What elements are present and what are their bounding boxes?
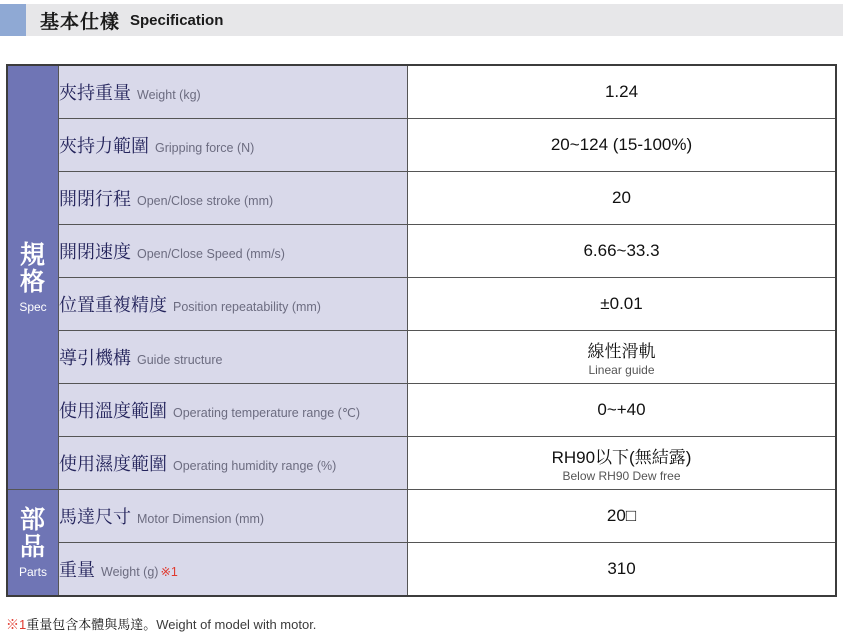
table-row (7, 225, 836, 278)
page-title-cn: 基本仕樣 (40, 11, 121, 33)
row-label-en: Open/Close stroke (mm) (137, 194, 274, 208)
row-label-cell (59, 543, 408, 597)
table-row (7, 65, 836, 119)
table-row (7, 543, 836, 597)
row-label-cell (59, 384, 408, 437)
row-label-cell (59, 437, 408, 490)
row-value-cell (408, 172, 837, 225)
row-label-cell (59, 172, 408, 225)
row-label-cell (59, 278, 408, 331)
section-header (0, 4, 843, 36)
row-value: 1.24 (604, 82, 639, 101)
row-label-cn: 位置重複精度 (59, 295, 167, 315)
row-label-en: Gripping force (N) (155, 141, 255, 155)
footnote-text-en: Weight of model with motor. (156, 617, 317, 632)
row-label-cn: 開閉行程 (59, 189, 131, 209)
group-label-cn: 規格 (19, 240, 46, 296)
group-cell-spec (7, 65, 59, 490)
row-label-en: Operating humidity range (%) (173, 459, 337, 473)
table-row (7, 119, 836, 172)
row-label-note: ※1 (160, 565, 178, 579)
row-value-cell (408, 225, 837, 278)
row-value: 6.66~33.3 (583, 241, 660, 260)
footnote-text-cn: 重量包含本體與馬達。 (26, 617, 157, 632)
row-value-cell (408, 119, 837, 172)
header-bar (26, 4, 843, 36)
row-value-cell (408, 278, 837, 331)
row-label-en: Open/Close Speed (mm/s) (137, 247, 285, 261)
row-label-cn: 夾持重量 (59, 83, 131, 103)
row-value-cell (408, 543, 837, 597)
row-label-cn: 使用溫度範圍 (59, 401, 167, 421)
row-value-cell (408, 65, 837, 119)
row-value-cell (408, 384, 837, 437)
row-value: 310 (607, 559, 636, 578)
row-value-cell (408, 331, 837, 384)
row-value: RH90以下(無結露) (551, 448, 692, 467)
header-accent-block (0, 4, 26, 36)
row-label-en: Position repeatability (mm) (173, 300, 321, 314)
row-value: 20~124 (15-100%) (550, 135, 693, 154)
row-label-en: Weight (kg) (137, 88, 201, 102)
row-value: 0~+40 (597, 400, 646, 419)
row-label-cn: 重量 (59, 560, 95, 580)
table-row (7, 331, 836, 384)
row-label-en: Motor Dimension (mm) (137, 512, 265, 526)
row-label-en: Guide structure (137, 353, 223, 367)
group-label-en: Parts (18, 564, 47, 579)
row-value: 20 (612, 188, 631, 207)
row-label-cn: 導引機構 (59, 348, 131, 368)
row-label-cell (59, 225, 408, 278)
row-value-sub: Below RH90 Dew free (562, 469, 681, 483)
table-row (7, 437, 836, 490)
row-value: ±0.01 (600, 294, 643, 313)
group-cell-parts (7, 490, 59, 597)
table-row (7, 278, 836, 331)
row-value: 20□ (606, 506, 637, 525)
group-label-cn: 部品 (19, 505, 46, 561)
row-label-cell (59, 119, 408, 172)
row-label-cn: 馬達尺寸 (59, 507, 131, 527)
specification-table (6, 64, 837, 597)
row-value-sub: Linear guide (588, 363, 655, 377)
footnote-mark: ※1 (6, 617, 27, 632)
table-row (7, 490, 836, 543)
row-label-cell (59, 490, 408, 543)
row-label-en: Operating temperature range (℃) (173, 406, 361, 420)
specification-table-wrapper (6, 64, 837, 597)
footnote (6, 614, 316, 633)
row-value-cell (408, 437, 837, 490)
table-row (7, 172, 836, 225)
group-label-en: Spec (19, 299, 47, 314)
row-value: 線性滑軌 (587, 342, 656, 361)
row-value-cell (408, 490, 837, 543)
table-row (7, 384, 836, 437)
row-label-cn: 使用濕度範圍 (59, 454, 167, 474)
row-label-cn: 開閉速度 (59, 242, 131, 262)
row-label-cn: 夾持力範圍 (59, 136, 149, 156)
row-label-cell (59, 65, 408, 119)
row-label-cell (59, 331, 408, 384)
row-label-en: Weight (g) (101, 565, 159, 579)
page-title-en: Specification (130, 11, 224, 29)
